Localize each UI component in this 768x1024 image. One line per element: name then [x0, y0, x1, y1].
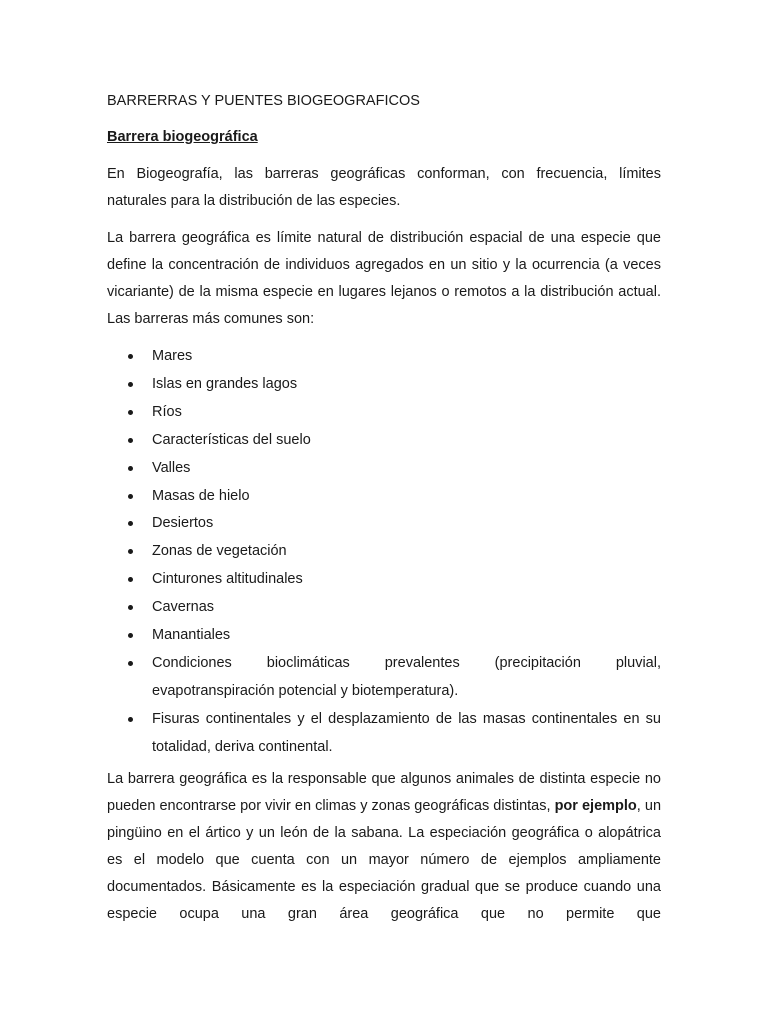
bullet-icon: [128, 494, 133, 499]
list-item: Ríos: [107, 399, 661, 427]
paragraph-intro: En Biogeografía, las barreras geográficas conforman, con frecuencia, límites naturales para la distribución de las especies.: [107, 166, 661, 209]
bullet-icon: [128, 354, 133, 359]
list-item: Valles: [107, 455, 661, 483]
list-item: Cinturones altitudinales: [107, 566, 661, 594]
barrier-list: [107, 343, 661, 762]
document-title: BARRERRAS Y PUENTES BIOGEOGRAFICOS: [107, 93, 420, 109]
list-item: Fisuras continentales y el desplazamiento de las masas continentales en su totalidad, deriva continental.: [107, 706, 661, 762]
bullet-icon: [128, 466, 133, 471]
bullet-icon: [128, 717, 133, 722]
bullet-icon: [128, 549, 133, 554]
bullet-icon: [128, 382, 133, 387]
list-item: Características del suelo: [107, 427, 661, 455]
bullet-icon: [128, 577, 133, 582]
list-item: Manantiales: [107, 622, 661, 650]
list-item: Masas de hielo: [107, 483, 661, 511]
bullet-icon: [128, 633, 133, 638]
section-heading: Barrera biogeográfica: [107, 129, 258, 145]
list-item: Islas en grandes lagos: [107, 371, 661, 399]
paragraph-examples-part-1: La barrera geográfica es la responsable que algunos animales de distinta especie no pueden encontrarse por vivir en climas y zonas geográficas distintas,: [107, 771, 661, 814]
bullet-icon: [128, 605, 133, 610]
list-item: Mares: [107, 343, 661, 371]
list-item: Zonas de vegetación: [107, 538, 661, 566]
bullet-icon: [128, 521, 133, 526]
list-item: Desiertos: [107, 510, 661, 538]
bullet-icon: [128, 438, 133, 443]
paragraph-examples-part-2: , un pingüino en el ártico y un león de la sabana. La especiación geográfica o alopátrica es el modelo que cuenta con un mayor número de ejemplos ampliamente documentados. Básicamente es la especiación gradual que se produce cuando una especie ocupa una gran área geográfica que no permite que: [107, 798, 662, 922]
list-item: Cavernas: [107, 594, 661, 622]
bullet-icon: [128, 410, 133, 415]
paragraph-examples-bold: por ejemplo: [554, 798, 637, 814]
paragraph-definition: La barrera geográfica es límite natural de distribución espacial de una especie que define la concentración de individuos agregados en un sitio y la ocurrencia (a veces vicariante) de la misma especie en lugares lejanos o remotos a la distribución actual. Las barreras más comunes son:: [107, 230, 661, 327]
bullet-icon: [128, 661, 133, 666]
list-item: Condiciones bioclimáticas prevalentes (precipitación pluvial, evapotranspiración potencial y biotemperatura).: [107, 650, 661, 706]
paragraph-examples: [107, 766, 661, 928]
